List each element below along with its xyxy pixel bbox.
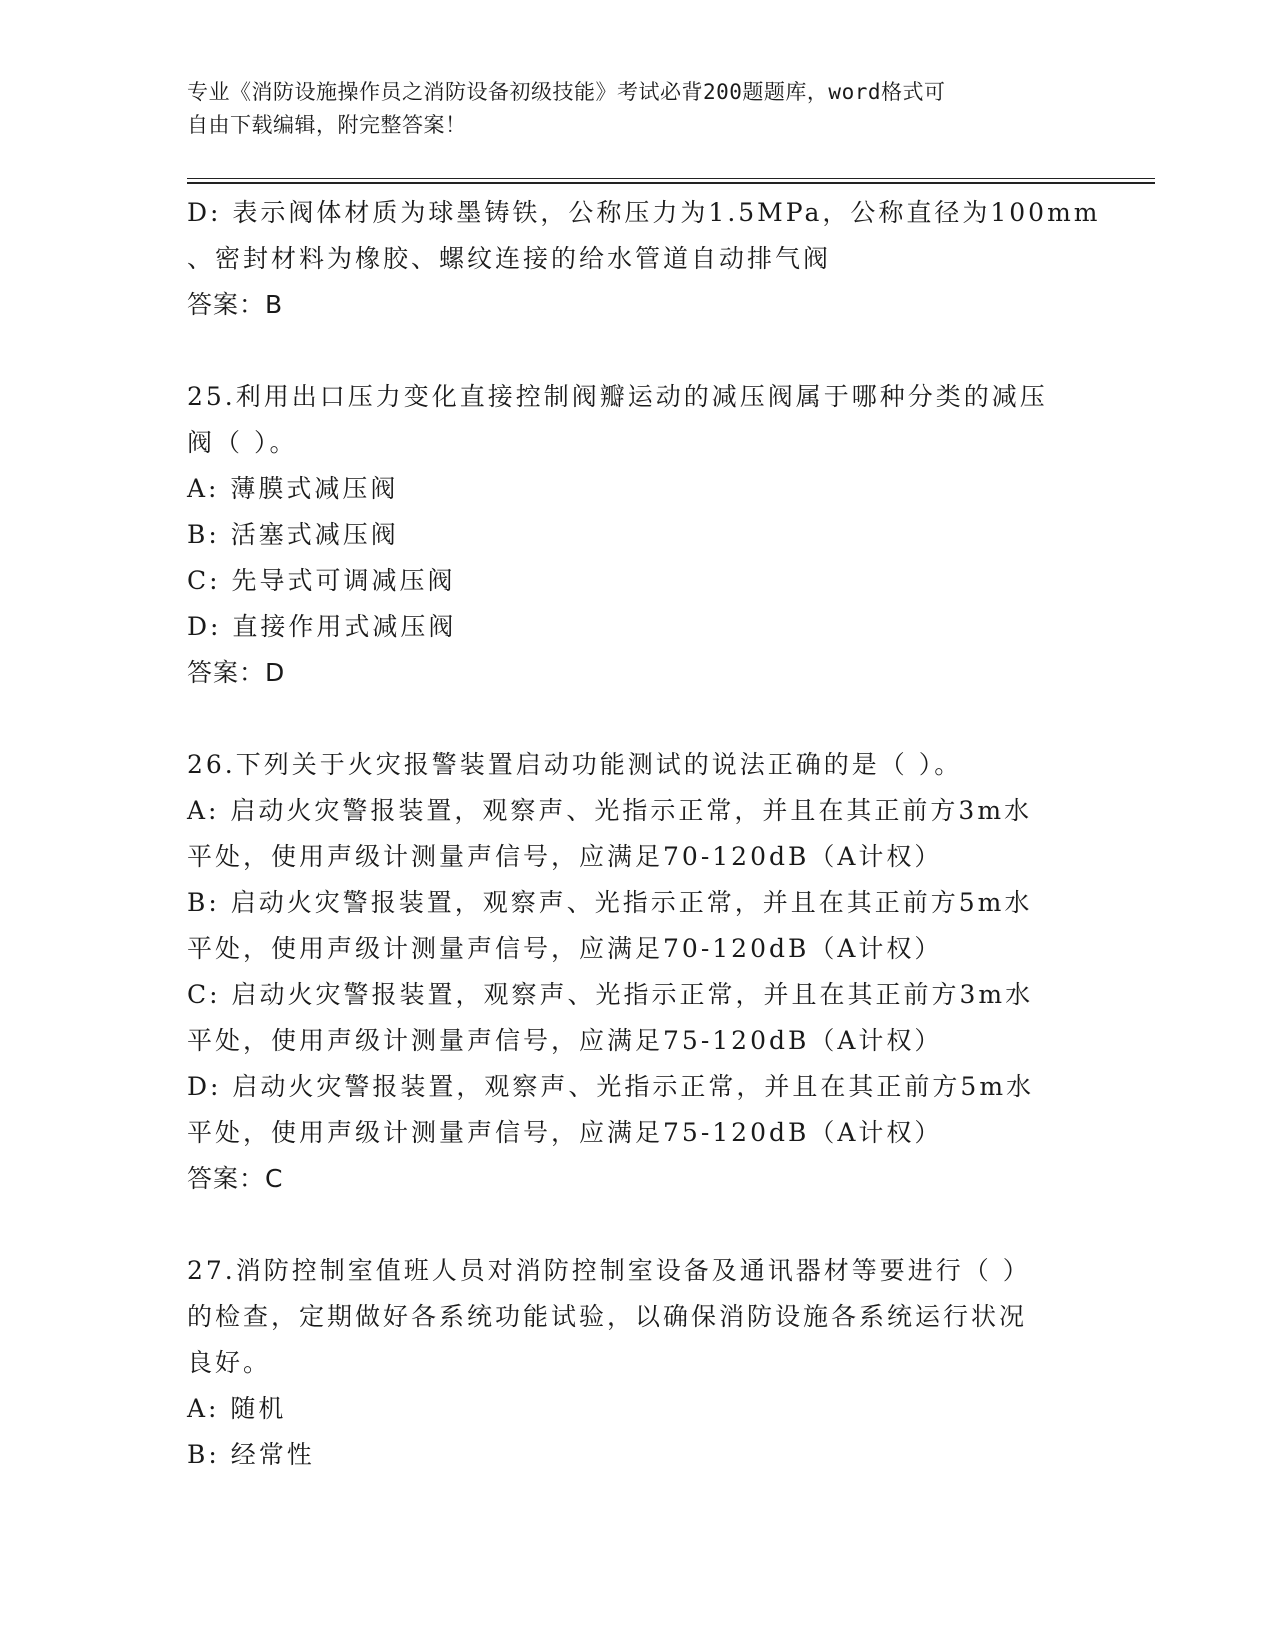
option-c-line-1: C: 启动火灾警报装置，观察声、光指示正常，并且在其正前方3m水	[187, 980, 1034, 1009]
answer: 答案：B	[187, 290, 284, 319]
question-stem: 26.下列关于火灾报警装置启动功能测试的说法正确的是（ ）。	[187, 750, 963, 779]
option-a: A: 随机	[187, 1394, 287, 1423]
option-d-line-2: 、密封材料为橡胶、螺纹连接的给水管道自动排气阀	[187, 244, 832, 273]
option-a-line-2: 平处，使用声级计测量声信号，应满足70-120dB（A计权）	[187, 842, 943, 871]
option-a-line-1: A: 启动火灾警报装置，观察声、光指示正常，并且在其正前方3m水	[187, 796, 1033, 825]
spacer	[187, 328, 1087, 374]
option-c: C: 先导式可调减压阀	[187, 566, 456, 595]
header-divider-thick	[187, 182, 1155, 184]
question-stem-line-1: 25.利用出口压力变化直接控制阀瓣运动的减压阀属于哪种分类的减压	[187, 382, 1048, 411]
option-b-line-1: B: 启动火灾警报装置，观察声、光指示正常，并且在其正前方5m水	[187, 888, 1033, 917]
option-d: D: 直接作用式减压阀	[187, 612, 457, 641]
question-24	[187, 190, 1101, 328]
question-stem-line-1: 27.消防控制室值班人员对消防控制室设备及通讯器材等要进行（ ）	[187, 1256, 1031, 1285]
question-stem-line-2: 的检查，定期做好各系统功能试验，以确保消防设施各系统运行状况	[187, 1302, 1028, 1331]
answer: 答案：D	[187, 658, 286, 687]
option-d-line-1: D: 表示阀体材质为球墨铸铁，公称压力为1.5MPa，公称直径为100mm	[187, 198, 1101, 227]
option-b-line-2: 平处，使用声级计测量声信号，应满足70-120dB（A计权）	[187, 934, 943, 963]
question-25	[187, 374, 1087, 696]
header-line-2: 自由下载编辑，附完整答案！	[187, 113, 467, 137]
spacer	[187, 1202, 1087, 1248]
option-c-line-2: 平处，使用声级计测量声信号，应满足75-120dB（A计权）	[187, 1026, 943, 1055]
option-d-line-2: 平处，使用声级计测量声信号，应满足75-120dB（A计权）	[187, 1118, 943, 1147]
header-line-1: 专业《消防设施操作员之消防设备初级技能》考试必背200题题库，word格式可	[187, 80, 946, 104]
spacer	[187, 696, 1087, 742]
option-d-line-1: D: 启动火灾警报装置，观察声、光指示正常，并且在其正前方5m水	[187, 1072, 1035, 1101]
option-b: B: 活塞式减压阀	[187, 520, 399, 549]
option-a: A: 薄膜式减压阀	[187, 474, 399, 503]
question-stem-line-3: 良好。	[187, 1348, 272, 1377]
header-divider-thin	[187, 178, 1155, 179]
document-header	[187, 76, 1087, 142]
question-26	[187, 742, 1087, 1202]
option-b: B: 经常性	[187, 1440, 315, 1469]
question-27	[187, 1248, 1087, 1478]
answer: 答案：C	[187, 1164, 284, 1193]
question-list	[187, 190, 1101, 1478]
question-stem-line-2: 阀（ ）。	[187, 428, 298, 457]
